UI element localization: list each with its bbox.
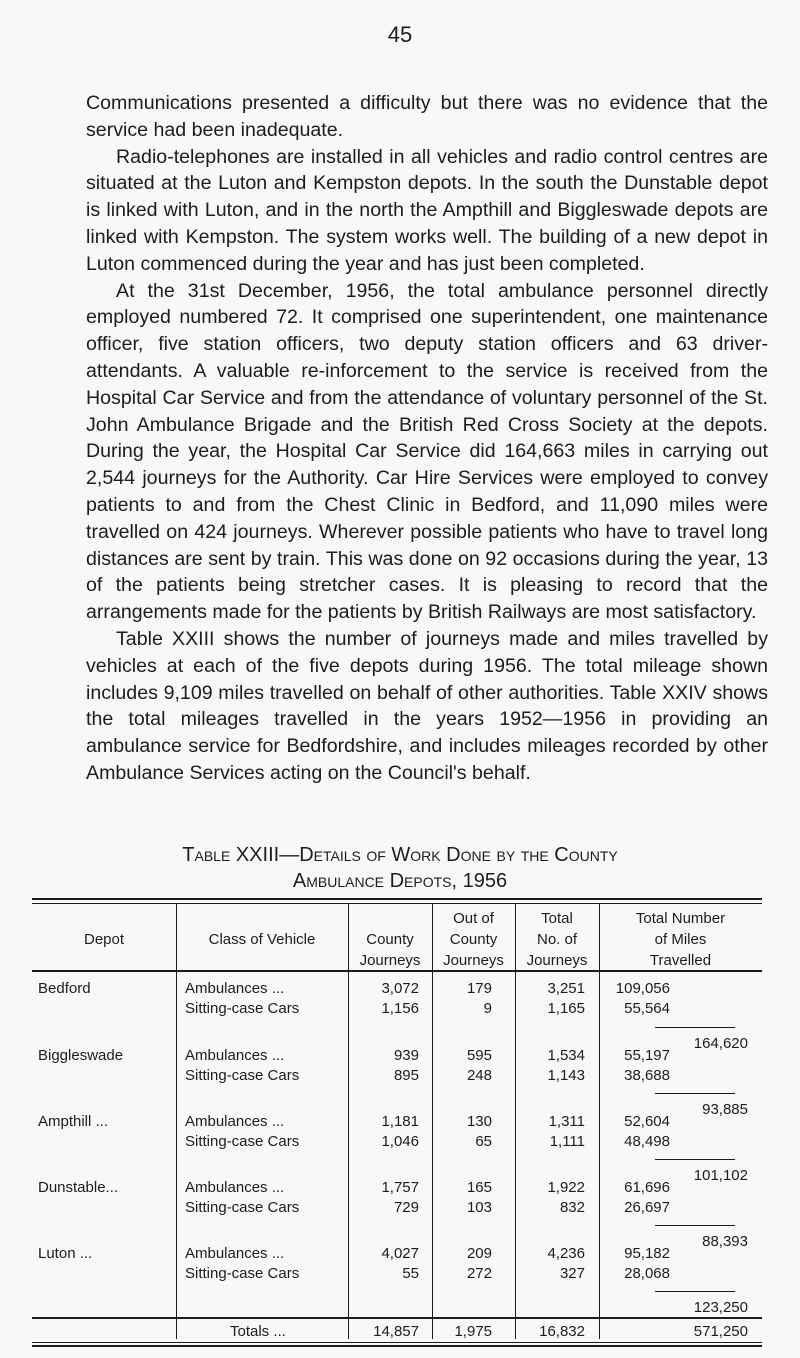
total-journeys: 1,311	[548, 1113, 585, 1130]
subtotal-rule	[655, 1027, 735, 1028]
vehicle-class: Ambulances ...	[185, 1047, 285, 1064]
depot-name: Bedford	[38, 980, 91, 997]
totals-out-county-journeys: 1,975	[454, 1323, 492, 1340]
table-title-line: Ambulance Depots, 1956	[292, 870, 508, 892]
miles: 28,068	[624, 1265, 670, 1282]
miles: 55,197	[624, 1047, 670, 1064]
vehicle-class: Ambulances ...	[185, 980, 285, 997]
header-total-miles	[599, 908, 762, 971]
miles: 26,697	[624, 1199, 670, 1216]
depot-name: Luton ...	[38, 1245, 93, 1262]
total-journeys: 1,922	[547, 1179, 585, 1196]
paragraph: Table XXIII shows the number of journeys made and miles travelled by vehicles at each of the five depots during 1956. The total mileage shown includes 9,109 miles travelled on behalf of other authorities. Table XXIV shows the total mileages travelled in the years 1952—1956 in providing an ambulance service for Bedfordshire, and includes mileages recorded by other Ambulance Services acting on the Council's behalf.	[86, 627, 768, 784]
table-title-line: Table XXIII—Details of Work Done by the County	[182, 844, 618, 866]
out-county-journeys: 165	[466, 1179, 492, 1196]
out-county-journeys: 595	[466, 1047, 492, 1064]
vehicle-class: Sitting-case Cars	[185, 1265, 300, 1282]
body-text	[86, 90, 768, 787]
county-journeys: 1,181	[381, 1113, 419, 1130]
header-line: Journeys	[359, 952, 421, 969]
miles: 38,688	[624, 1067, 670, 1084]
header-line: Total	[541, 910, 573, 927]
header-class-of-vehicle	[176, 929, 348, 950]
county-journeys: 1,757	[381, 1179, 419, 1196]
county-journeys: 1,156	[381, 1000, 419, 1017]
paragraph: At the 31st December, 1956, the total ambulance personnel directly employed numbered 72. It comprised one superintendent, one maintenance officer, five station officers, two deputy station officers and 63 driver-attendants. A valuable re-inforcement to the service is received from the Hospital Car Service and from the attendance of voluntary personnel of the St. John Ambulance Brigade and the British Red Cross Society at the depots. During the year, the Hospital Car Service did 164,663 miles in carrying out 2,544 journeys for the Authority. Car Hire Services were employed to convey patients to and from the Chest Clinic in Bedford, and 11,090 miles were travelled on 424 journeys. Wherever possible patients who have to travel long distances are sent by train. This was done on 92 occasions during the year, 13 of the patients being stretcher cases. It is pleasing to record that the arrangements made for the patients by British Railways are most satisfactory.	[86, 279, 768, 624]
header-rule	[32, 970, 762, 972]
depot-name: Dunstable...	[38, 1179, 119, 1196]
out-county-journeys: 65	[475, 1133, 492, 1150]
vehicle-class: Sitting-case Cars	[185, 1133, 300, 1150]
table-title	[0, 842, 800, 894]
vehicle-class: Sitting-case Cars	[185, 1067, 300, 1084]
depot-total-miles: 101,102	[693, 1167, 748, 1184]
total-journeys: 327	[559, 1265, 585, 1282]
totals-rule	[32, 1317, 762, 1319]
vehicle-class: Sitting-case Cars	[185, 1000, 300, 1017]
header-line: Out of	[453, 910, 494, 927]
county-journeys: 3,072	[381, 980, 419, 997]
out-county-journeys: 248	[466, 1067, 492, 1084]
header-line: County	[366, 931, 414, 948]
header-depot	[32, 929, 176, 950]
header-county-journeys	[348, 929, 432, 971]
totals-miles: 571,250	[693, 1323, 748, 1340]
miles: 55,564	[624, 1000, 670, 1017]
out-county-journeys: 179	[466, 980, 492, 997]
totals-county-journeys: 14,857	[373, 1323, 419, 1340]
header-line: County	[449, 931, 498, 948]
subtotal-rule	[655, 1159, 735, 1160]
miles: 48,498	[624, 1133, 670, 1150]
miles: 95,182	[624, 1245, 670, 1262]
total-journeys: 832	[559, 1199, 585, 1216]
subtotal-rule	[655, 1291, 735, 1292]
total-journeys: 3,251	[547, 980, 585, 997]
depot-total-miles: 93,885	[702, 1101, 748, 1118]
subtotal-rule	[655, 1093, 735, 1094]
header-line: Travelled	[649, 952, 712, 969]
vehicle-class: Ambulances ...	[185, 1179, 285, 1196]
header-line: Journeys	[443, 952, 504, 969]
totals-label: Totals ...	[230, 1323, 286, 1340]
total-journeys: 1,143	[547, 1067, 585, 1084]
depot-name: Biggleswade	[38, 1047, 124, 1064]
total-journeys: 1,534	[547, 1047, 585, 1064]
depot-total-miles: 123,250	[693, 1299, 748, 1316]
out-county-journeys: 209	[466, 1245, 492, 1262]
miles: 61,696	[624, 1179, 670, 1196]
header-line: of Miles	[654, 931, 707, 948]
header-line: No. of	[536, 931, 578, 948]
depot-total-miles: 88,393	[702, 1233, 748, 1250]
paragraph: Communications presented a difficulty but there was no evidence that the service had been inadequate.	[86, 92, 768, 141]
county-journeys: 4,027	[381, 1245, 419, 1262]
header-depot-label: Depot	[83, 931, 125, 948]
table-bottom-rule	[32, 1345, 762, 1347]
vehicle-class: Ambulances ...	[185, 1113, 285, 1130]
out-county-journeys: 272	[466, 1265, 492, 1282]
vehicle-class: Ambulances ...	[185, 1245, 285, 1262]
out-county-journeys: 103	[466, 1199, 492, 1216]
county-journeys: 1,046	[381, 1133, 419, 1150]
vehicle-class: Sitting-case Cars	[185, 1199, 300, 1216]
county-journeys: 895	[393, 1067, 419, 1084]
header-out-of-county-journeys	[432, 908, 515, 971]
depot-name: Ampthill ...	[38, 1113, 109, 1130]
page-number: 45	[387, 22, 413, 47]
out-county-journeys: 130	[466, 1113, 492, 1130]
table-bottom-rule	[32, 1342, 762, 1343]
paragraph: Radio-telephones are installed in all vehicles and radio control centres are situated at the Luton and Kempston depots. In the south the Dunstable depot is linked with Luton, and in the north the Ampthill and Biggleswade depots are linked with Kempston. The system works well. The building of a new depot in Luton commenced during the year and has just been completed.	[86, 145, 768, 275]
header-line: Total Number	[635, 910, 726, 927]
county-journeys: 729	[393, 1199, 419, 1216]
header-total-journeys	[515, 908, 599, 971]
depot-total-miles: 164,620	[693, 1035, 748, 1052]
county-journeys: 939	[393, 1047, 419, 1064]
out-county-journeys: 9	[483, 1000, 492, 1017]
header-line: Journeys	[526, 952, 588, 969]
header-class-label: Class of Vehicle	[208, 931, 316, 948]
miles: 52,604	[624, 1113, 670, 1130]
county-journeys: 55	[402, 1265, 419, 1282]
table-top-rule	[32, 898, 762, 900]
totals-total-journeys: 16,832	[539, 1323, 585, 1340]
total-journeys: 1,165	[547, 1000, 585, 1017]
subtotal-rule	[655, 1225, 735, 1226]
total-journeys: 1,111	[549, 1133, 585, 1150]
table-top-rule	[32, 903, 762, 904]
miles: 109,056	[615, 980, 670, 997]
total-journeys: 4,236	[547, 1245, 585, 1262]
